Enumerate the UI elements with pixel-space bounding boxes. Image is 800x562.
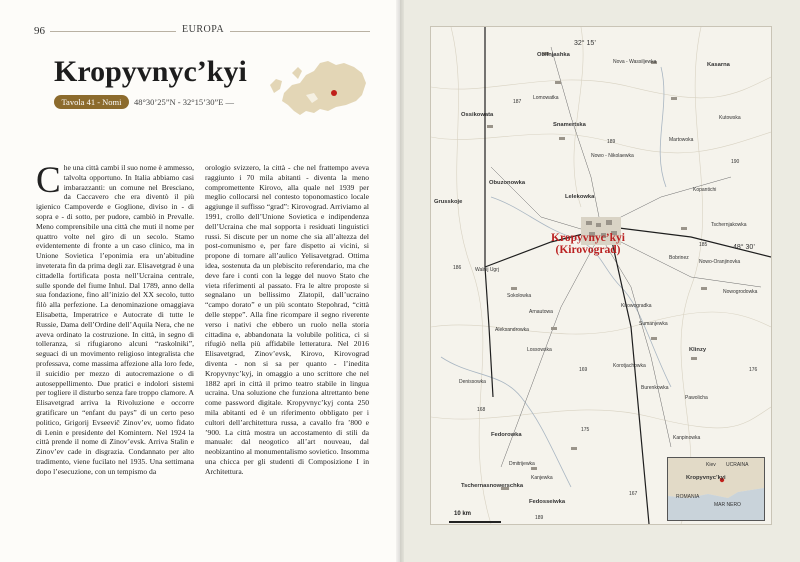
coord-top-label: 32° 15’ [574,40,596,47]
place-label: Lelekowka [565,194,595,200]
column-1-text: he una città cambi il suo nome è ammesso, talvolta opportuno. In Italia abbiamo casi imbarazzanti: un comune nel Bresciano, da Caccavero che era diventò il più igienico Campoverde e Goglione, diviso in - di sopra e - di sotto, per pudore, cambiò in Prevalle. Meno comprensibile una città che muti il nome per quattro volte nel giro di un secolo. Stamo evidentemente di fronte a un caso clinico, ma in Unione Sovietica l’eponimia era un’abitudine inveterata fin da prima degli zar. Elisavetgrad è una cittadella fortificata posta nell’Ucraina centrale, sulle sponde del fiume Inhul. Dal 1789, anno della sua fondazione, fino all’inizio del XX secolo, tutto filò alla perfezione. La denominazione omaggiava Elisabetta, Imperatrice e Autocrate di tutte le Russie, Dama dell’Ordine dell’Aquila Nera, che ne aveva ordinato la costruzione. In città, in segno di tolleranza, si rifugiarono alcuni “raskolniki”, seguaci di un movimento religioso integralista che professava, come massima affezione alla loro fede, il suicidio per mezzo di autocremazione o di autoseppellimento. Due pratici e indolori sistemi per togliere il disturbo senza fare troppo clamore. A Elisavetgrad arriva la Rivoluzione e occorre gratificare un “enfant du pays” di un certo peso politico, Grigorij Evseevič Zinov’ev, uomo fidato di Lenin e presidente del Komintern. Nel 1924 la città prende il nome di Zinov’evsk. Arriva Stalin e Zinov’ev cade in disgrazia. Condannato per alto tradimento, viene fucilato nel 1935. Una settimana dopo l’esecuzione, con un tempismo da [36,163,194,476]
city-marker [331,90,337,96]
place-label: Kanjewka [531,475,553,481]
place-label: Fedosseiwka [529,499,566,505]
spot-height: 176 [749,367,758,373]
place-label: Bobrinez [669,255,689,261]
city-former-name: (Kirovograd) [555,244,621,256]
spot-height: 167 [629,491,638,497]
place-label: Fedorowka [491,432,522,438]
place-label: Klinzy [689,347,707,353]
place-label: Kutowska [719,115,741,121]
inset-label-city: Kropyvnyc’kyi [686,475,726,481]
place-label: Korotjachowka [613,363,646,369]
spot-height: 189 [535,515,544,521]
place-label: Sumanjewka [639,321,668,327]
section-title: EUROPA [176,24,230,35]
spot-height: 169 [579,367,588,373]
coordinates: 48°30’25”N - 32°15’30”E — [134,97,235,107]
place-label: Martowoka [669,137,694,143]
spot-height: 175 [581,427,590,433]
place-label: Kirowogradka [621,303,652,309]
city-name-label [551,232,625,256]
place-label: Pawolicha [685,395,708,401]
place-label: Aleksandrowka [495,327,529,333]
book-gutter [396,0,404,562]
page-number: 96 [34,25,45,37]
place-label: Grusskoje [434,199,463,205]
place-label: Snamertska [553,122,586,128]
place-label: Nowo - Nikolaewka [591,153,634,159]
city-name: Kropyvnyc’kyi [551,232,625,244]
drop-cap: C [36,160,61,201]
place-label: Burenkowka [641,385,669,391]
plate-badge: Tavola 41 - Nomi [54,95,129,109]
place-label: Kopantichi [693,187,717,193]
place-label: Arnautowa [529,309,553,315]
inset-locator-map [667,457,765,521]
spot-height: 186 [453,265,462,271]
inset-label-sea: MAR NERO [714,502,741,508]
text-column-1 [36,160,194,477]
place-label: Kanpinowka [673,435,701,441]
inset-map-shapes [668,458,764,520]
topographic-map [430,26,772,525]
place-label: Denissowka [459,379,486,385]
text-column-2: orologio svizzero, la città - che nel frattempo aveva raggiunto i 70 mila abitanti - diventa la meno compromettente Kirovo, alla quale nel 1939 per meglio collocarsi nel contesto toponomastico locale aggiunge il suffisso “grad”: Kirovograd. Arriviamo al 1991, crollo dell’Unione Sovietica e indipendenza dell’Ucraina che mal sopporta i residuati linguistici russi. Si discute per un nome che sia all’altezza del post-comunismo e, per fare dispetto ai vicini, si propone di tornare all’aulico Yelisavetgrad. Ottima idea, sostenuta da un plebiscito referendario, ma che deve fare i conti con la legge del nuovo Stato che vieta riferimenti al passato. Fra le altre proposte si segnalano un bellissimo Zlatopil, dall’ucraino “campo dorato” e un più scontato Stepohrad, “città delle steppe”. Alla fine ricompare il segno riverente verso i nativi che ebbero un ruolo nella storia cittadina e, abbandonata la volubile politica, ci si rifugiò nella più affidabile letteratura. Nel 2016 Elisavetgrad, Zinov’evsk, Kirovo, Kirovograd diventa - non si sa per quanto - l’inedita Kropyvnyc’kyj, in omaggio a uno scrittore che nel 1882 aprì in città il primo teatro stabile in lingua ucraina. Una soluzione che funziona altrettanto bene come password digitale. Kropyvnyc’kyj conta 250 mila abitanti ed è un riferimento obbligato per i cultori dell’architettura russa, a cavallo fra ’800 e ’900. La città mostra un accostamento di stili da manuale: dal neogotico all’art nouveau, dal neobizantino al monumentalismo sovietico. Insomma una chicca per gli studenti di Composizione I in Architettura. [205,163,369,476]
spot-height: 190 [731,159,740,165]
place-label: Tschernjakowka [711,222,747,228]
place-label: Obuzonowka [489,180,526,186]
spot-height: 189 [607,139,616,145]
spot-height: 185 [699,242,708,248]
inset-label-country: UCRAINA [726,462,749,468]
place-label: Obilnjashka [537,52,570,58]
spot-height: 168 [477,407,486,413]
place-label: Nowogrodowka [723,289,758,295]
place-label: Lossowska [527,347,552,353]
place-label: Walnij Ugrj [475,267,499,273]
place-label: Tschernasnowerschka [461,483,524,489]
place-label: Dmitrijewka [509,461,535,467]
europe-locator-map [262,55,367,119]
place-label: Lomowatka [533,95,559,101]
inset-label-romania: ROMANIA [676,494,700,500]
place-label: Ossikowata [461,112,494,118]
map-scale: 10 km [454,511,472,517]
coord-right-label: 48° 30’ [733,244,755,251]
place-label: Sokolowka [507,293,532,299]
place-label: Nowo-Oranjinovka [699,259,741,265]
place-label: Nova - Wassiljewka [613,59,657,65]
page-title: Kropyvnyc’kyi [54,55,247,88]
spot-height: 187 [513,99,522,105]
inset-label-kiev: Kiev [706,462,716,468]
place-label: Kasarna [707,62,730,68]
map-linework [431,27,771,524]
